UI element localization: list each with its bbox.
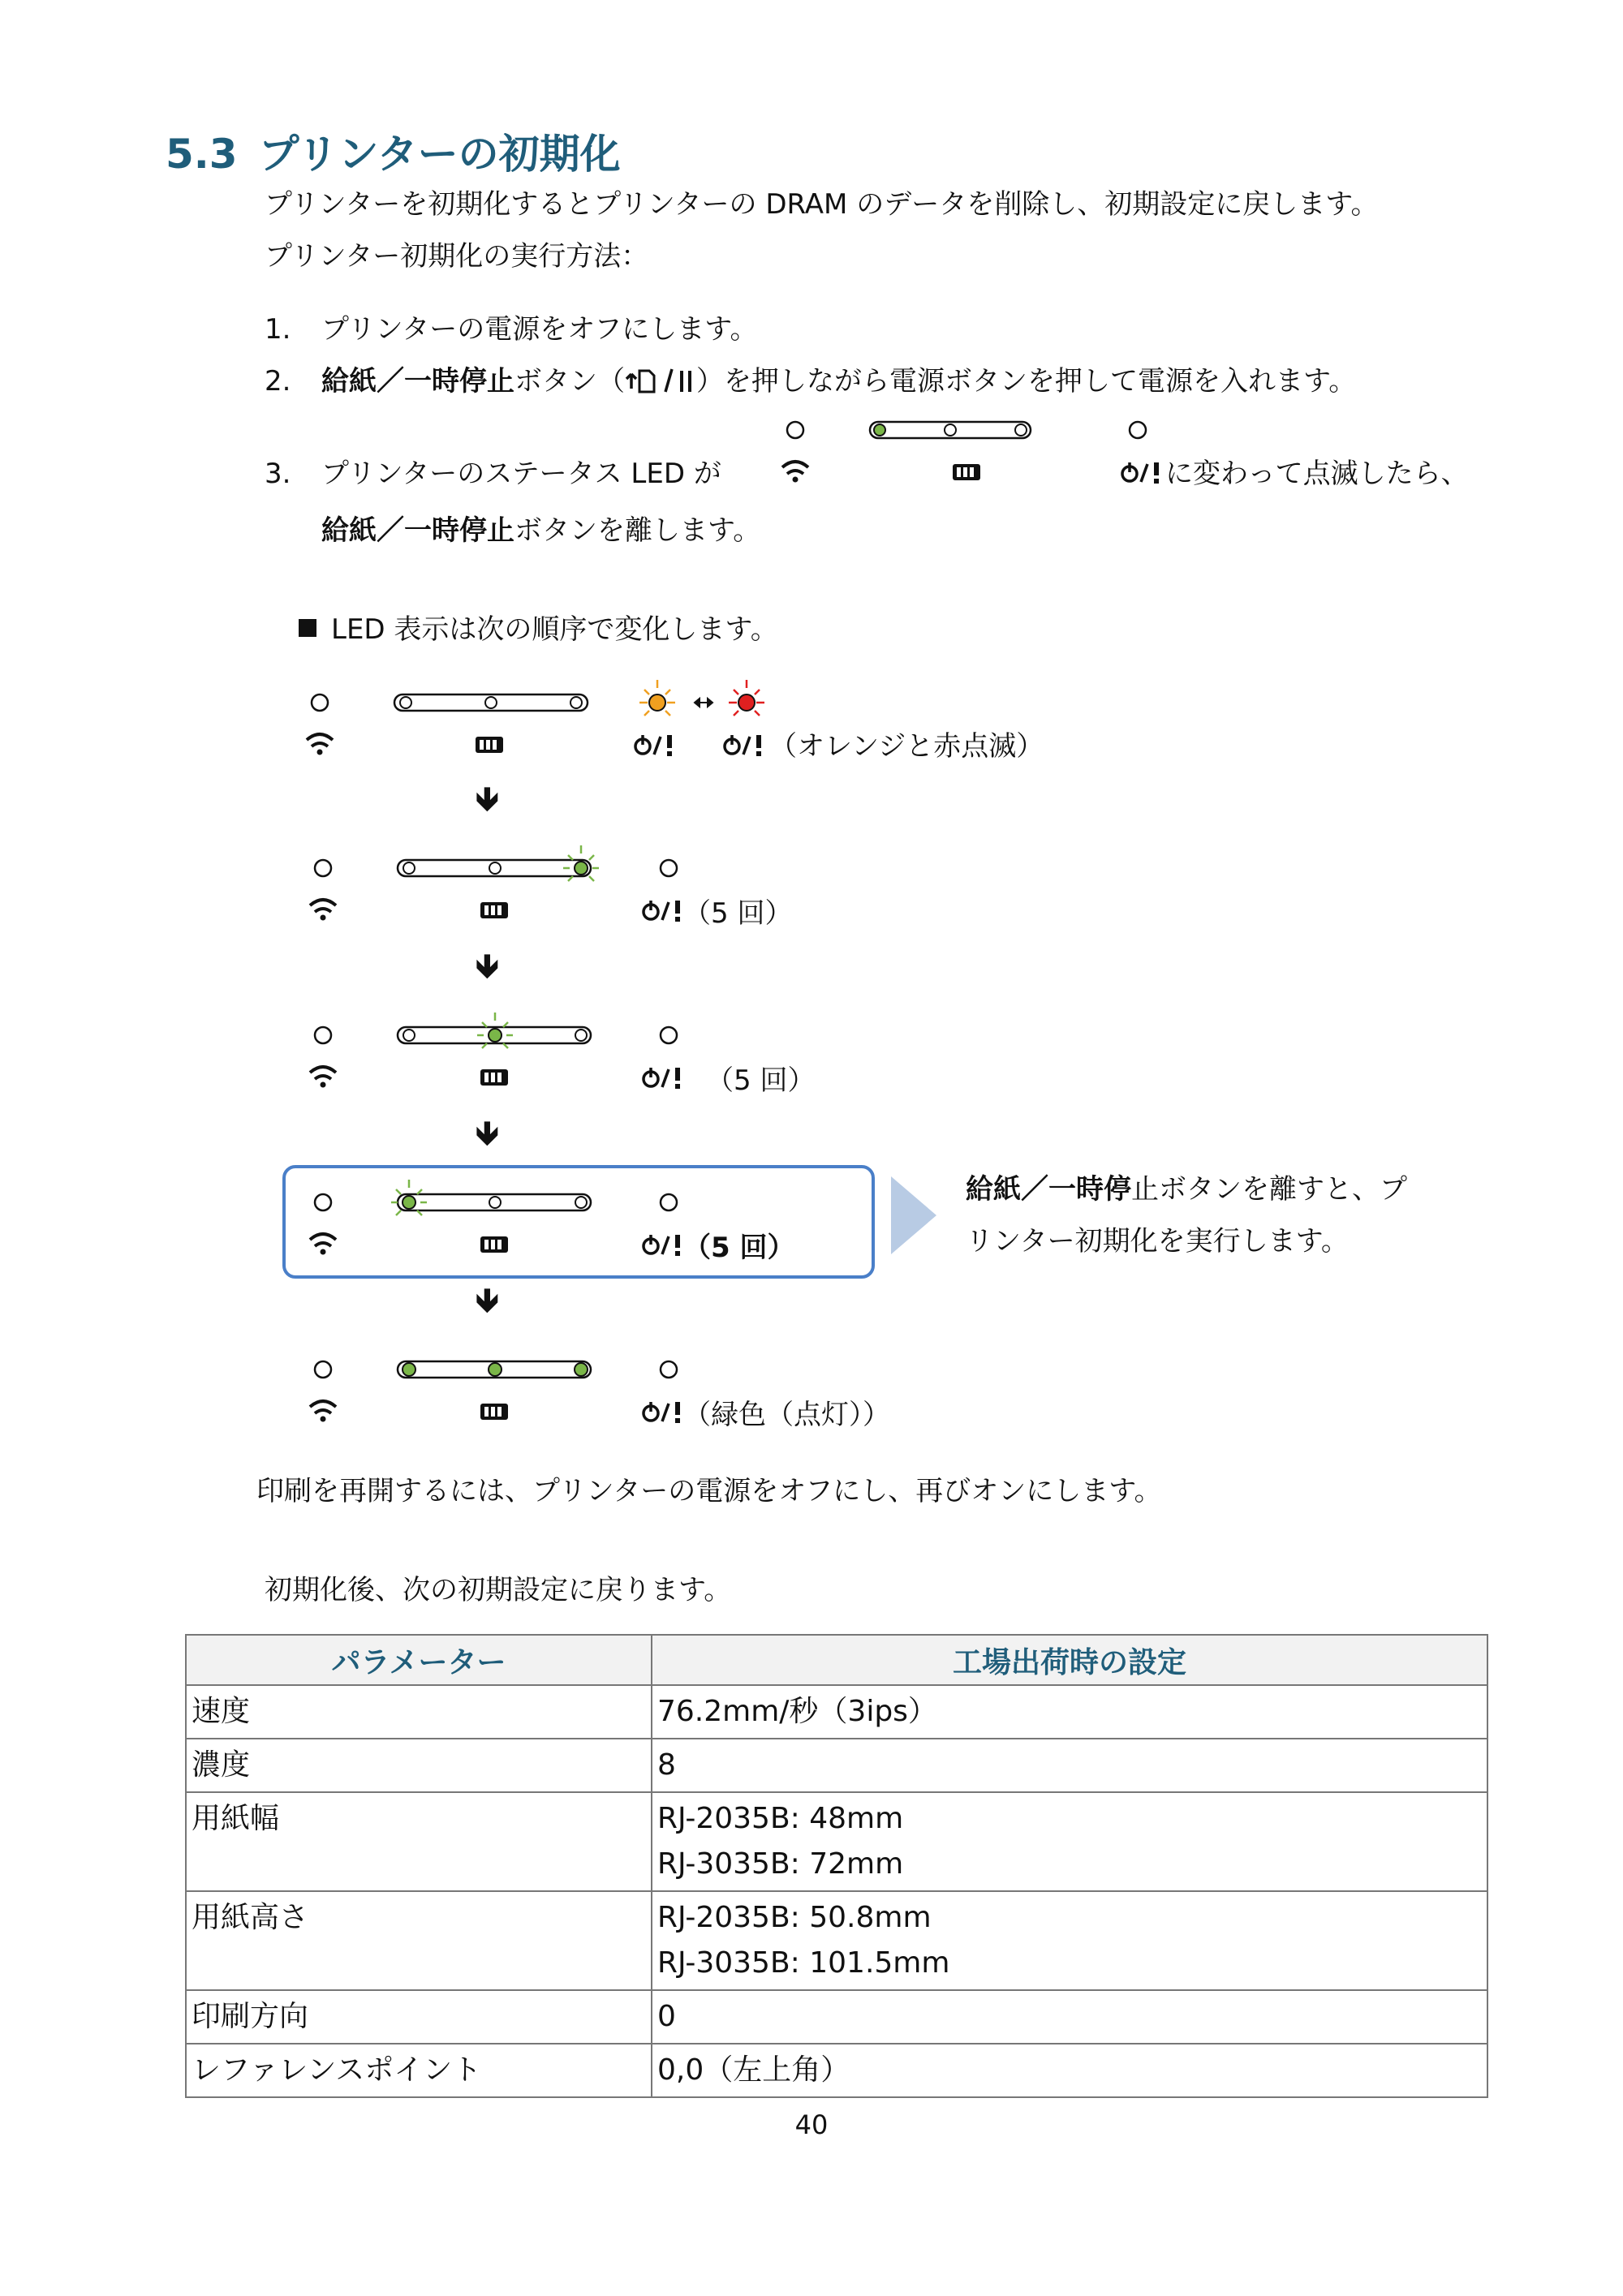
power-error-icon <box>644 1068 680 1089</box>
callout-text-line-2: リンター初期化を実行します。 <box>966 1225 1349 1258</box>
battery-icon <box>480 1236 508 1253</box>
table-cell-param: 印刷方向 <box>186 1990 652 2044</box>
page-number: 40 <box>794 2109 829 2140</box>
table-cell-value <box>652 1891 1487 1990</box>
power-error-icon <box>725 735 761 756</box>
down-arrow-icon: 🡻 <box>476 780 499 818</box>
feed-pause-button-label-2: 給紙／一時停止 <box>321 514 514 547</box>
step-1-text: プリンターの電源をオフにします。 <box>321 313 758 346</box>
section-heading <box>166 122 621 180</box>
table-cell-value: 76.2mm/秒（3ips） <box>652 1685 1487 1739</box>
wifi-icon <box>310 1234 336 1255</box>
table-cell-param: 用紙高さ <box>186 1891 652 1990</box>
intro-line-2: プリンター初期化の実行方法： <box>265 240 649 273</box>
power-error-icon <box>635 735 672 756</box>
defaults-intro: 初期化後、次の初期設定に戻ります。 <box>265 1574 732 1606</box>
step-2-part-b: ）を押しながら電源ボタンを押して電源を入れます。 <box>696 365 1357 398</box>
step-2-part-a: ボタン（ <box>514 365 625 398</box>
led-sequence-title-text: LED 表示は次の順序で変化します。 <box>331 613 778 646</box>
down-arrow-icon: 🡻 <box>476 948 499 985</box>
callout-arrow <box>891 1176 936 1254</box>
led-row-3 <box>300 1011 706 1092</box>
power-error-icon <box>1122 462 1159 484</box>
led-row-2-caption: （5 回） <box>683 897 793 930</box>
defaults-table <box>185 1634 1488 2098</box>
battery-icon <box>953 464 980 480</box>
wifi-icon <box>307 734 333 755</box>
table-row <box>186 1891 1487 1990</box>
step-3-text-b: に変わって点滅したら、 <box>1165 458 1469 490</box>
section-title: プリンターの初期化 <box>258 131 621 178</box>
table-row <box>186 1990 1487 2044</box>
table-cell-value: 0 <box>652 1990 1487 2044</box>
power-error-icon <box>644 901 680 922</box>
table-cell-param: 速度 <box>186 1685 652 1739</box>
intro-line-1: プリンターを初期化するとプリンターの DRAM のデータを削除し、初期設定に戻します。 <box>265 188 1379 221</box>
step-3-part-c: ボタンを離します。 <box>514 514 761 547</box>
table-row <box>186 1685 1487 1739</box>
table-header-default: 工場出荷時の設定 <box>652 1635 1487 1685</box>
down-arrow-icon: 🡻 <box>476 1115 499 1152</box>
table-cell-param: レファレンスポイント <box>186 2044 652 2097</box>
table-cell-value <box>652 1792 1487 1891</box>
step-3-led-indicator <box>779 415 1185 505</box>
step-3-number: 3. <box>265 458 291 490</box>
led-row-4-caption: （5 回） <box>683 1232 795 1264</box>
table-row <box>186 2044 1487 2097</box>
table-header-parameter: パラメーター <box>186 1635 652 1685</box>
wifi-icon <box>782 462 808 483</box>
callout-text: 止ボタンを離すと、プ <box>1131 1173 1407 1206</box>
table-cell-value-line: RJ-2035B: 48mm <box>657 1802 904 1835</box>
battery-icon <box>480 1069 508 1086</box>
table-cell-param: 濃度 <box>186 1739 652 1792</box>
led-row-4 <box>300 1178 706 1259</box>
section-number: 5.3 <box>166 131 238 178</box>
table-header-row <box>186 1635 1487 1685</box>
step-3-text-a: プリンターのステータス LED が <box>321 458 721 490</box>
led-row-1-caption: （オレンジと赤点滅） <box>769 730 1044 763</box>
down-arrow-icon: 🡻 <box>476 1282 499 1319</box>
battery-icon <box>476 737 503 753</box>
callout-bold: 給紙／一時停 <box>966 1173 1131 1206</box>
led-sequence-title <box>299 613 778 646</box>
feed-pause-icon <box>625 365 696 398</box>
table-cell-value-line: RJ-2035B: 50.8mm <box>657 1901 932 1934</box>
step-2-number: 2. <box>265 365 291 398</box>
table-cell-value-line: RJ-3035B: 101.5mm <box>657 1946 950 1980</box>
table-row <box>186 1739 1487 1792</box>
power-error-icon <box>644 1402 680 1423</box>
led-row-3-caption: （5 回） <box>706 1064 816 1097</box>
table-row <box>186 1792 1487 1891</box>
step-1-number: 1. <box>265 313 291 346</box>
table-cell-param: 用紙幅 <box>186 1792 652 1891</box>
resume-text: 印刷を再開するには、プリンターの電源をオフにし、再びオンにします。 <box>256 1475 1162 1507</box>
led-row-1 <box>300 678 787 759</box>
led-row-2 <box>300 844 706 925</box>
table-cell-value: 0,0（左上角） <box>652 2044 1487 2097</box>
callout-text-line-1 <box>966 1173 1407 1206</box>
led-row-5 <box>300 1345 706 1426</box>
wifi-icon <box>310 1067 336 1088</box>
battery-icon <box>480 1404 508 1420</box>
wifi-icon <box>310 1401 336 1422</box>
step-2-text <box>321 365 1356 398</box>
step-3-text-c <box>321 514 760 547</box>
feed-pause-button-label: 給紙／一時停止 <box>321 365 514 398</box>
square-bullet-icon <box>299 619 316 637</box>
table-cell-value-line: RJ-3035B: 72mm <box>657 1847 904 1881</box>
wifi-icon <box>310 900 336 921</box>
table-cell-value: 8 <box>652 1739 1487 1792</box>
led-row-5-caption: （緑色（点灯）） <box>683 1399 890 1431</box>
battery-icon <box>480 902 508 918</box>
power-error-icon <box>644 1235 680 1256</box>
